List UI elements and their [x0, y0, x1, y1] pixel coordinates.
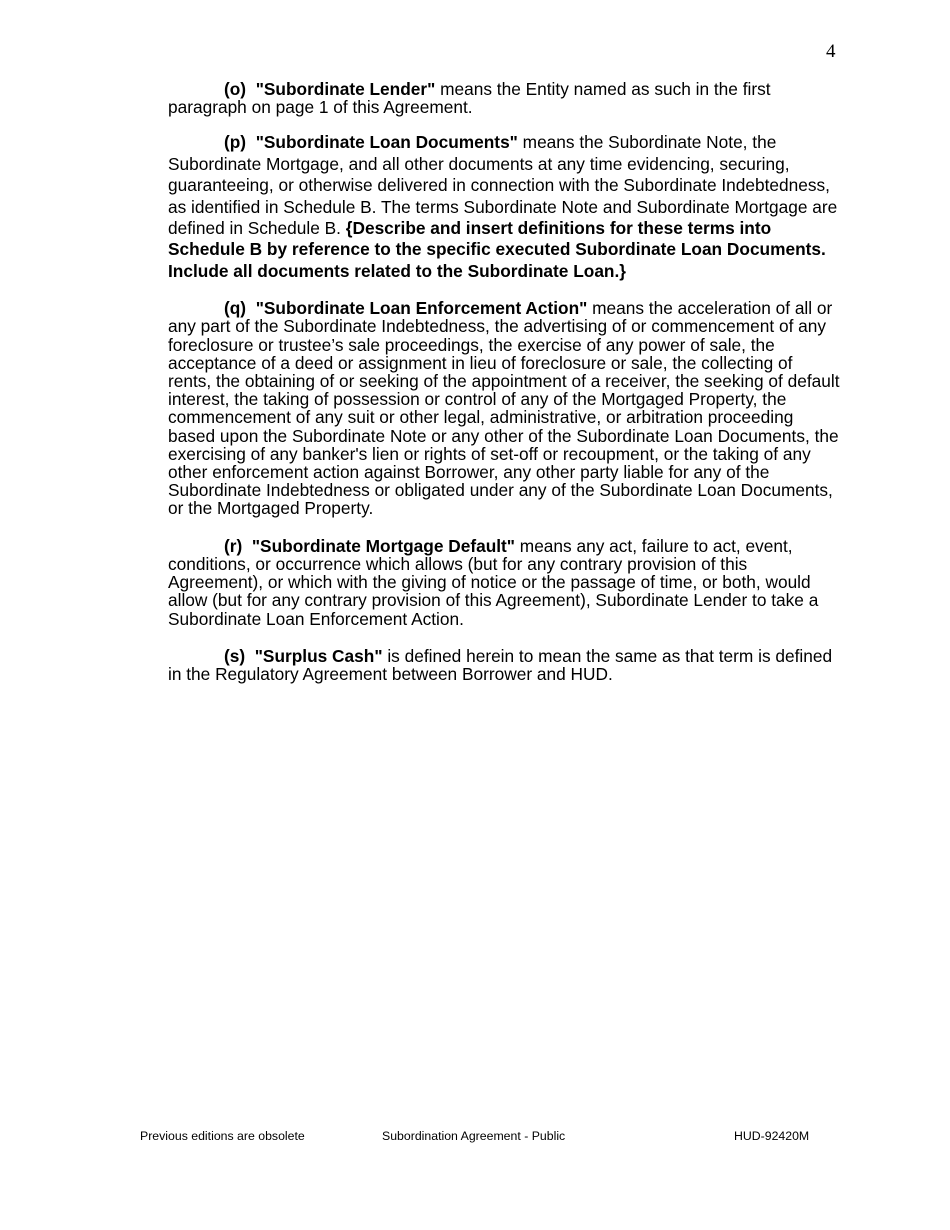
definition-s-marker: (s)	[224, 645, 246, 666]
footer-form-number: HUD-92420M	[734, 1129, 810, 1143]
definition-r-term: "Subordinate Mortgage Default"	[251, 535, 515, 556]
definition-p	[168, 132, 840, 282]
definition-r-marker: (r)	[224, 535, 243, 556]
definition-r-text: means any act, failure to act, event, conditions, or occurrence which allows (but for any contrary provision of this Agreement), or which with the giving of notice or the passage of time, or both, would allow (but for any contrary provision of this Agreement), Subordinate Lender to take a Subordinate Loan Enforcement Action.	[168, 535, 819, 629]
definition-o-term: "Subordinate Lender"	[255, 79, 436, 99]
page-number: 4	[826, 41, 836, 62]
definition-r	[168, 537, 840, 628]
footer-obsolete-notice: Previous editions are obsolete	[140, 1129, 305, 1143]
definition-o-marker: (o)	[224, 79, 247, 99]
definition-s-text: is defined herein to mean the same as that term is defined in the Regulatory Agreement between Borrower and HUD.	[168, 645, 833, 684]
definition-q-term: "Subordinate Loan Enforcement Action"	[255, 298, 588, 319]
footer-document-title: Subordination Agreement - Public	[382, 1129, 566, 1143]
definition-q-text: means the acceleration of all or any part of the Subordinate Indebtedness, the advertising of or commencement of any foreclosure or trustee’s sale proceedings, the exercise of any power of sale, the acceptance of a deed or assignment in lieu of foreclosure or sale, the collecting of rents, the obtaining of or seeking of the appointment of a receiver, the seeking of default interest, the taking of possession or control of any of the Mortgaged Property, the commencement of any suit or other legal, administrative, or arbitration proceeding based upon the Subordinate Note or any other of the Subordinate Loan Documents, the exercising of any banker's lien or rights of set-off or recoupment, or the taking of any other enforcement action against Borrower, any other party liable for any of the Subordinate Indebtedness or obligated under any of the Subordinate Loan Documents, or the Mortgaged Property.	[168, 298, 840, 519]
definition-q-marker: (q)	[224, 298, 247, 319]
definition-p-text: means the Subordinate Note, the Subordinate Mortgage, and all other documents at any time evidencing, securing, guaranteeing, or otherwise delivered in connection with the Subordinate Indebtedness, as identified in Schedule B. The terms Subordinate Note and Subordinate Mortgage are defined in Schedule B.	[168, 132, 838, 239]
definition-o	[168, 80, 840, 116]
definition-p-marker: (p)	[224, 132, 247, 153]
definition-s	[168, 647, 840, 683]
definition-p-instruction: {Describe and insert definitions for these terms into Schedule B by reference to the specific executed Subordinate Loan Documents. Include all documents related to the Subordinate Loan.}	[168, 218, 826, 281]
document-body	[168, 80, 840, 702]
definition-s-term: "Surplus Cash"	[254, 645, 383, 666]
definition-q	[168, 299, 840, 517]
definition-o-text: means the Entity named as such in the first paragraph on page 1 of this Agreement.	[168, 79, 771, 118]
definition-p-term: "Subordinate Loan Documents"	[255, 132, 518, 153]
